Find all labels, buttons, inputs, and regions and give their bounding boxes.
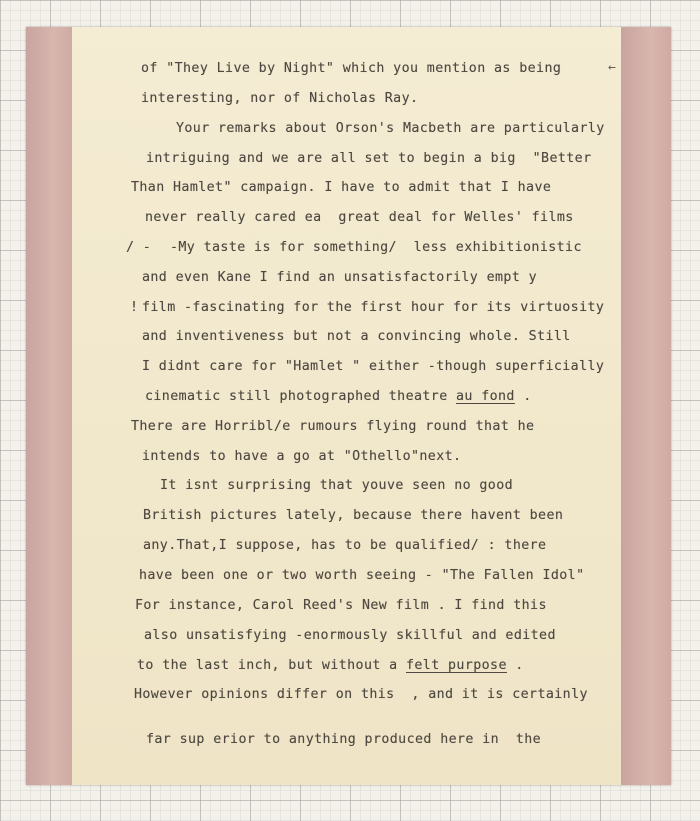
text-line: cinematic still photographed theatre au fond . [145, 389, 532, 404]
text-line: interesting, nor of Nicholas Ray. [141, 91, 419, 106]
text-line: and even Kane I find an unsatisfactorily empt y [142, 270, 538, 285]
underlined-phrase: au fond [456, 389, 515, 404]
text-line: There are Horribl/e rumours flying round that he [131, 419, 535, 434]
text-line: Than Hamlet" campaign. I have to admit that I have [131, 180, 552, 195]
text-line: also unsatisfying -enormously skillful and edited [144, 628, 556, 643]
text-line: Your remarks about Orson's Macbeth are particularly [176, 121, 605, 136]
text-line: For instance, Carol Reed's New film . I find this [135, 598, 547, 613]
text-line: of "They Live by Night" which you mention as being [141, 61, 562, 76]
text-line: -My taste is for something/ less exhibitionistic [170, 240, 582, 255]
text-line: film -fascinating for the first hour for its virtuosity [142, 300, 605, 315]
text-line: any.That,I suppose, has to be qualified/ : there [143, 538, 547, 553]
text-line: British pictures lately, because there havent been [143, 508, 564, 523]
text-line: However opinions differ on this , and it is certainly [134, 687, 588, 702]
text-line: have been one or two worth seeing - "The Fallen Idol" [139, 568, 585, 583]
text-line: intriguing and we are all set to begin a big "Better [146, 151, 592, 166]
text-line: It isnt surprising that youve seen no good [160, 478, 514, 493]
text-line: and inventiveness but not a convincing whole. Still [142, 329, 571, 344]
margin-mark: ! [130, 300, 139, 315]
text-line: far sup erior to anything produced here in the [146, 732, 542, 747]
text-line: I didnt care for "Hamlet " either -though superficially [142, 359, 605, 374]
text-line: intends to have a go at "Othello"next. [142, 449, 462, 464]
text-line: never really cared ea great deal for Welles' films [145, 210, 574, 225]
arrow-mark: ← [608, 60, 616, 75]
margin-mark: / - [126, 240, 152, 255]
underlined-phrase: felt purpose [405, 658, 507, 673]
text-line: to the last inch, but without a felt purpose . [137, 658, 524, 673]
